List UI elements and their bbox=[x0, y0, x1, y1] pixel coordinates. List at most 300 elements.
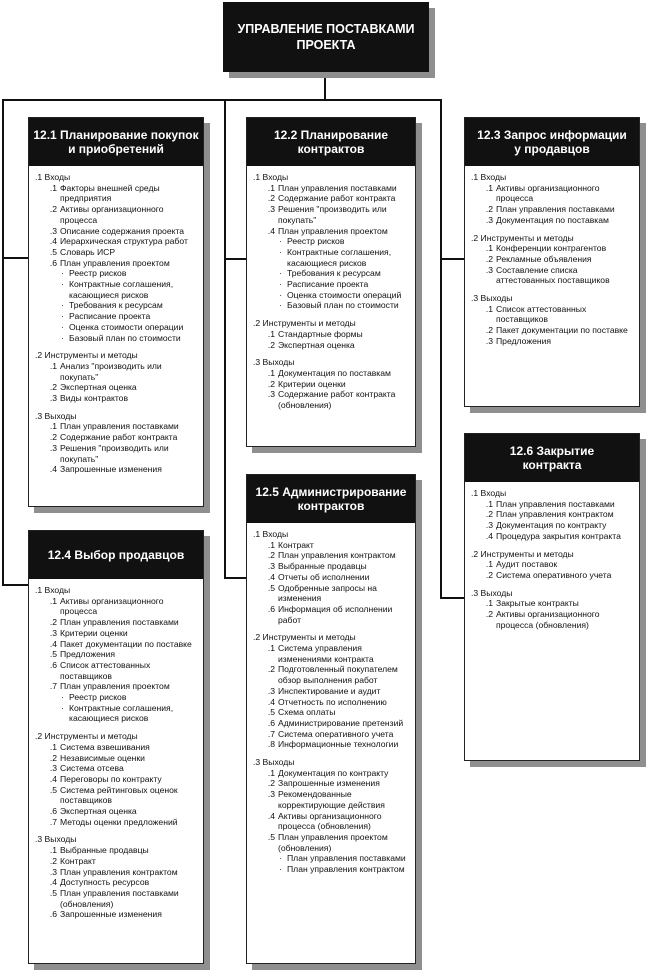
item-number: .2 bbox=[49, 855, 57, 866]
list-item bbox=[253, 707, 409, 718]
item-text: Документация по поставкам bbox=[496, 214, 609, 225]
process-section bbox=[35, 172, 197, 343]
list-item bbox=[471, 499, 633, 510]
item-text: Одобренные запросы на изменения bbox=[278, 582, 377, 604]
item-text: Составление списка аттестованных поставщиков bbox=[496, 264, 610, 286]
process-box-125 bbox=[246, 474, 416, 964]
list-item bbox=[253, 643, 409, 664]
item-text: План управления поставками bbox=[278, 182, 397, 193]
list-item bbox=[35, 236, 197, 247]
item-number: .3 bbox=[267, 685, 275, 696]
process-box-124 bbox=[28, 530, 204, 964]
sub-list-item bbox=[253, 864, 409, 875]
list-item bbox=[35, 845, 197, 856]
bullet-icon: · bbox=[279, 289, 282, 300]
list-item bbox=[253, 686, 409, 697]
item-number: .2 bbox=[49, 617, 57, 628]
process-section bbox=[35, 834, 197, 920]
item-text: Описание содержания проекта bbox=[60, 225, 185, 236]
item-number: .2 bbox=[49, 752, 57, 763]
process-section bbox=[471, 233, 633, 287]
sub-list-item bbox=[253, 247, 409, 268]
item-number: .3 bbox=[49, 225, 57, 236]
sub-item-text: Контрактные соглашения, касающиеся рисков bbox=[287, 246, 392, 268]
item-text: Содержание работ контракта bbox=[278, 193, 396, 204]
item-text: Выбранные продавцы bbox=[278, 561, 367, 572]
sub-list-item bbox=[35, 703, 197, 724]
list-item bbox=[253, 832, 409, 853]
list-item bbox=[35, 867, 197, 878]
item-number: .1 bbox=[49, 741, 57, 752]
list-item bbox=[35, 628, 197, 639]
connector-right-to-123 bbox=[440, 258, 464, 260]
sub-list-item bbox=[35, 300, 197, 311]
section-label: .2 Инструменты и методы bbox=[35, 731, 138, 742]
bullet-icon: · bbox=[61, 311, 64, 322]
item-number: .3 bbox=[49, 393, 57, 404]
item-text: Информационные технологии bbox=[278, 739, 399, 750]
item-text: Экспертная оценка bbox=[60, 382, 137, 393]
item-text: Виды контрактов bbox=[60, 393, 129, 404]
item-number: .1 bbox=[485, 303, 493, 314]
list-item bbox=[253, 768, 409, 779]
item-text: Стандартные формы bbox=[278, 328, 363, 339]
list-item bbox=[471, 325, 633, 336]
list-item bbox=[253, 204, 409, 225]
item-number: .2 bbox=[267, 193, 275, 204]
item-text: План управления поставками (обновления) bbox=[60, 887, 179, 909]
item-number: .6 bbox=[49, 659, 57, 670]
process-box-126 bbox=[464, 433, 640, 761]
item-text: Доступность ресурсов bbox=[60, 877, 150, 888]
list-item bbox=[35, 856, 197, 867]
sub-item-text: Расписание проекта bbox=[69, 311, 151, 322]
sub-list-item bbox=[253, 236, 409, 247]
item-text: Экспертная оценка bbox=[60, 806, 137, 817]
item-text: Закрытые контракты bbox=[496, 598, 579, 609]
item-number: .4 bbox=[485, 530, 493, 541]
list-item bbox=[253, 572, 409, 583]
section-label: .2 Инструменты и методы bbox=[253, 318, 356, 329]
item-number: .3 bbox=[485, 335, 493, 346]
item-text: Критерии оценки bbox=[60, 627, 128, 638]
list-item bbox=[471, 304, 633, 325]
sub-item-text: Базовый план по стоимости bbox=[69, 332, 181, 343]
item-number: .1 bbox=[485, 243, 493, 254]
item-number: .2 bbox=[485, 204, 493, 215]
list-item bbox=[35, 649, 197, 660]
list-item bbox=[35, 742, 197, 753]
list-item bbox=[35, 393, 197, 404]
list-item bbox=[471, 183, 633, 204]
list-item bbox=[35, 432, 197, 443]
item-number: .7 bbox=[267, 728, 275, 739]
item-text: Рекламные объявления bbox=[496, 253, 592, 264]
item-text: План управления поставками bbox=[60, 421, 179, 432]
list-item bbox=[471, 609, 633, 630]
item-number: .3 bbox=[49, 866, 57, 877]
item-number: .4 bbox=[49, 236, 57, 247]
list-item bbox=[471, 215, 633, 226]
process-section bbox=[253, 757, 409, 875]
item-text: Словарь ИСР bbox=[60, 246, 116, 257]
list-item bbox=[35, 617, 197, 628]
list-item bbox=[253, 379, 409, 390]
list-item bbox=[471, 598, 633, 609]
item-text: План управления проектом (обновления) bbox=[278, 831, 388, 853]
item-number: .3 bbox=[267, 389, 275, 400]
item-number: .2 bbox=[485, 509, 493, 520]
item-text: Система оперативного учета bbox=[278, 728, 394, 739]
bullet-icon: · bbox=[279, 853, 282, 864]
item-number: .2 bbox=[49, 204, 57, 215]
item-text: Список аттестованных поставщиков bbox=[60, 659, 151, 681]
item-number: .1 bbox=[49, 360, 57, 371]
list-item bbox=[35, 382, 197, 393]
item-text: Решения "производить или покупать" bbox=[278, 204, 387, 225]
sub-item-text: План управления контрактом bbox=[287, 864, 405, 875]
item-text: План управления поставками bbox=[60, 617, 179, 628]
sub-list-item bbox=[35, 279, 197, 300]
item-text: Критерии оценки bbox=[278, 378, 346, 389]
item-number: .2 bbox=[267, 550, 275, 561]
connector-right-to-126 bbox=[440, 597, 464, 599]
process-section bbox=[35, 411, 197, 475]
process-body bbox=[465, 482, 639, 641]
list-item bbox=[35, 361, 197, 382]
item-text: Аудит поставок bbox=[496, 559, 558, 570]
item-number: .3 bbox=[267, 204, 275, 215]
list-item bbox=[253, 604, 409, 625]
list-item bbox=[471, 254, 633, 265]
sub-list-item bbox=[253, 300, 409, 311]
item-text: Система управления изменениями контракта bbox=[278, 643, 374, 664]
item-text: План управления контрактом bbox=[60, 866, 178, 877]
sub-item-text: Расписание проекта bbox=[287, 279, 369, 290]
item-number: .4 bbox=[267, 225, 275, 236]
item-number: .4 bbox=[49, 773, 57, 784]
list-item bbox=[253, 183, 409, 194]
sub-list-item bbox=[253, 279, 409, 290]
bullet-icon: · bbox=[279, 268, 282, 279]
item-text: Система рейтинговых оценок поставщиков bbox=[60, 784, 178, 806]
list-item bbox=[35, 681, 197, 692]
process-section bbox=[471, 293, 633, 347]
item-text: Администрирование претензий bbox=[278, 717, 404, 728]
sub-list-item bbox=[35, 333, 197, 344]
item-number: .1 bbox=[267, 767, 275, 778]
sub-list-item bbox=[35, 268, 197, 279]
item-number: .1 bbox=[267, 367, 275, 378]
bullet-icon: · bbox=[279, 236, 282, 247]
item-number: .7 bbox=[49, 681, 57, 692]
item-number: .1 bbox=[267, 328, 275, 339]
item-number: .3 bbox=[485, 264, 493, 275]
list-item bbox=[471, 520, 633, 531]
item-number: .5 bbox=[49, 887, 57, 898]
section-label: .1 Входы bbox=[471, 172, 507, 182]
item-number: .2 bbox=[267, 339, 275, 350]
process-section bbox=[471, 549, 633, 581]
process-section bbox=[253, 357, 409, 411]
item-text: Переговоры по контракту bbox=[60, 773, 162, 784]
item-number: .1 bbox=[49, 421, 57, 432]
item-text: План управления проектом bbox=[60, 681, 170, 692]
item-text: Активы организационного процесса bbox=[60, 204, 164, 225]
list-item bbox=[35, 888, 197, 909]
item-text: План управления поставками bbox=[496, 204, 615, 215]
bullet-icon: · bbox=[61, 332, 64, 343]
item-text: Решения "производить или покупать" bbox=[60, 442, 169, 464]
connector-right-vertical bbox=[440, 99, 442, 598]
bullet-icon: · bbox=[61, 279, 64, 290]
list-item bbox=[35, 660, 197, 681]
item-number: .1 bbox=[49, 182, 57, 193]
item-text: Система взвешивания bbox=[60, 741, 150, 752]
sub-list-item bbox=[35, 322, 197, 333]
item-number: .4 bbox=[267, 696, 275, 707]
item-number: .3 bbox=[267, 789, 275, 800]
item-number: .1 bbox=[267, 539, 275, 550]
list-item bbox=[253, 389, 409, 410]
list-item bbox=[471, 509, 633, 520]
item-number: .1 bbox=[485, 182, 493, 193]
bullet-icon: · bbox=[61, 300, 64, 311]
section-label: .3 Выходы bbox=[253, 357, 295, 368]
item-number: .2 bbox=[267, 378, 275, 389]
item-number: .1 bbox=[49, 595, 57, 606]
connector-middle-vertical bbox=[224, 99, 226, 578]
item-text: Предложения bbox=[60, 649, 116, 660]
list-item bbox=[35, 774, 197, 785]
list-item bbox=[471, 559, 633, 570]
item-text: Пакет документации по поставке bbox=[60, 638, 192, 649]
sub-item-text: Контрактные соглашения, касающиеся рисков bbox=[69, 279, 174, 300]
bullet-icon: · bbox=[279, 246, 282, 257]
connector-left-to-121 bbox=[2, 257, 28, 259]
process-body bbox=[247, 166, 415, 422]
connector-left-to-124 bbox=[2, 584, 28, 586]
item-text: Экспертная оценка bbox=[278, 339, 355, 350]
sub-item-text: Оценка стоимости операции bbox=[69, 321, 184, 332]
process-box-121 bbox=[28, 117, 204, 507]
process-title: 12.5 Администрирование контрактов bbox=[247, 475, 415, 523]
process-title: 12.6 Закрытие контракта bbox=[465, 434, 639, 482]
connector-title-down bbox=[324, 71, 326, 100]
item-text: Система оперативного учета bbox=[496, 569, 612, 580]
item-text: Документация по поставкам bbox=[278, 367, 391, 378]
item-text: План управления контрактом bbox=[278, 550, 396, 561]
item-text: Контракт bbox=[278, 539, 314, 550]
item-number: .1 bbox=[485, 498, 493, 509]
item-text: План управления контрактом bbox=[496, 509, 614, 520]
item-text: План управления поставками bbox=[496, 498, 615, 509]
item-text: Факторы внешней среды предприятия bbox=[60, 182, 160, 204]
list-item bbox=[253, 540, 409, 551]
item-number: .3 bbox=[49, 627, 57, 638]
item-number: .7 bbox=[49, 816, 57, 827]
item-number: .1 bbox=[267, 182, 275, 193]
process-body bbox=[29, 579, 203, 931]
process-title: 12.4 Выбор продавцов bbox=[29, 531, 203, 579]
item-number: .3 bbox=[485, 520, 493, 531]
main-title-box bbox=[223, 2, 429, 72]
process-section bbox=[35, 731, 197, 827]
item-text: Отчеты об исполнении bbox=[278, 571, 370, 582]
list-item bbox=[35, 806, 197, 817]
section-label: .3 Выходы bbox=[35, 834, 77, 845]
item-number: .6 bbox=[267, 717, 275, 728]
item-number: .4 bbox=[267, 571, 275, 582]
section-label: .3 Выходы bbox=[471, 587, 513, 598]
item-number: .5 bbox=[267, 582, 275, 593]
list-item bbox=[253, 329, 409, 340]
section-label: .1 Входы bbox=[253, 172, 289, 182]
connector-horizontal-main bbox=[2, 99, 442, 101]
item-text: Запрошенные изменения bbox=[278, 778, 380, 789]
list-item bbox=[253, 739, 409, 750]
process-body bbox=[465, 166, 639, 358]
item-number: .5 bbox=[49, 784, 57, 795]
connector-mid-to-125 bbox=[224, 577, 246, 579]
sub-item-text: Требования к ресурсам bbox=[69, 300, 163, 311]
item-text: Независимые оценки bbox=[60, 752, 145, 763]
list-item bbox=[253, 583, 409, 604]
bullet-icon: · bbox=[279, 300, 282, 311]
item-number: .1 bbox=[485, 559, 493, 570]
list-item bbox=[35, 639, 197, 650]
item-number: .2 bbox=[49, 382, 57, 393]
item-text: Методы оценки предложений bbox=[60, 816, 178, 827]
section-label: .3 Выходы bbox=[35, 410, 77, 421]
process-body bbox=[247, 523, 415, 886]
list-item bbox=[35, 258, 197, 269]
list-item bbox=[35, 247, 197, 258]
item-number: .2 bbox=[49, 432, 57, 443]
process-box-122 bbox=[246, 117, 416, 447]
item-number: .5 bbox=[267, 831, 275, 842]
item-text: Иерархическая структура работ bbox=[60, 236, 188, 247]
item-number: .6 bbox=[49, 806, 57, 817]
sub-list-item bbox=[253, 853, 409, 864]
sub-item-text: Базовый план по стоимости bbox=[287, 300, 399, 311]
list-item bbox=[253, 561, 409, 572]
sub-list-item bbox=[35, 692, 197, 703]
section-label: .2 Инструменты и методы bbox=[253, 632, 356, 643]
item-text: Пакет документации по поставке bbox=[496, 325, 628, 336]
item-number: .5 bbox=[49, 246, 57, 257]
list-item bbox=[471, 570, 633, 581]
item-number: .1 bbox=[485, 598, 493, 609]
item-text: Конференции контрагентов bbox=[496, 243, 607, 254]
item-text: Запрошенные изменения bbox=[60, 464, 162, 475]
item-text: Выбранные продавцы bbox=[60, 845, 149, 856]
item-number: .3 bbox=[485, 214, 493, 225]
sub-item-text: Реестр рисков bbox=[69, 268, 127, 279]
list-item bbox=[253, 718, 409, 729]
item-text: Подготовленный покупателем обзор выполнения работ bbox=[278, 664, 398, 686]
item-text: План управления проектом bbox=[60, 257, 170, 268]
item-number: .5 bbox=[267, 707, 275, 718]
list-item bbox=[253, 729, 409, 740]
process-section bbox=[471, 588, 633, 631]
item-text: План управления проектом bbox=[278, 225, 388, 236]
item-number: .5 bbox=[49, 649, 57, 660]
list-item bbox=[253, 789, 409, 810]
connector-left-vertical bbox=[2, 99, 4, 585]
process-section bbox=[471, 488, 633, 542]
list-item bbox=[35, 753, 197, 764]
item-number: .2 bbox=[485, 325, 493, 336]
list-item bbox=[35, 464, 197, 475]
item-text: Инспектирование и аудит bbox=[278, 685, 381, 696]
sub-item-text: Контрактные соглашения, касающиеся рисков bbox=[69, 702, 174, 724]
section-label: .2 Инструменты и методы bbox=[471, 548, 574, 559]
sub-list-item bbox=[35, 311, 197, 322]
list-item bbox=[471, 531, 633, 542]
item-number: .4 bbox=[267, 810, 275, 821]
item-text: Анализ "производить или покупать" bbox=[60, 360, 162, 382]
list-item bbox=[253, 226, 409, 237]
list-item bbox=[253, 368, 409, 379]
item-number: .3 bbox=[49, 442, 57, 453]
list-item bbox=[253, 697, 409, 708]
list-item bbox=[471, 336, 633, 347]
item-number: .6 bbox=[49, 909, 57, 920]
bullet-icon: · bbox=[61, 702, 64, 713]
item-number: .1 bbox=[267, 643, 275, 654]
section-label: .1 Входы bbox=[253, 529, 289, 539]
section-label: .2 Инструменты и методы bbox=[471, 232, 574, 243]
sub-item-text: Оценка стоимости операций bbox=[287, 289, 402, 300]
item-text: Активы организационного процесса bbox=[60, 595, 164, 617]
item-number: .4 bbox=[49, 638, 57, 649]
item-number: .6 bbox=[49, 257, 57, 268]
item-number: .2 bbox=[267, 778, 275, 789]
bullet-icon: · bbox=[61, 321, 64, 332]
item-text: Документация по контракту bbox=[496, 520, 607, 531]
item-text: Содержание работ контракта bbox=[60, 432, 178, 443]
item-text: Активы организационного процесса (обновления) bbox=[496, 609, 600, 630]
item-number: .1 bbox=[49, 845, 57, 856]
item-text: Схема оплаты bbox=[278, 707, 336, 718]
process-title: 12.1 Планирование покупок и приобретений bbox=[29, 118, 203, 166]
list-item bbox=[35, 817, 197, 828]
item-number: .4 bbox=[49, 464, 57, 475]
process-box-123 bbox=[464, 117, 640, 407]
item-number: .2 bbox=[485, 253, 493, 264]
list-item bbox=[35, 204, 197, 225]
sub-list-item bbox=[253, 290, 409, 301]
item-text: Активы организационного процесса (обновления) bbox=[278, 810, 382, 832]
list-item bbox=[471, 243, 633, 254]
item-text: Информация об исполнении работ bbox=[278, 603, 393, 625]
process-section bbox=[253, 529, 409, 625]
section-label: .2 Инструменты и методы bbox=[35, 350, 138, 361]
item-text: Предложения bbox=[496, 335, 552, 346]
item-number: .3 bbox=[49, 763, 57, 774]
sub-item-text: Требования к ресурсам bbox=[287, 268, 381, 279]
sub-list-item bbox=[253, 268, 409, 279]
item-number: .3 bbox=[267, 561, 275, 572]
item-text: Система отсева bbox=[60, 763, 124, 774]
list-item bbox=[35, 226, 197, 237]
list-item bbox=[35, 909, 197, 920]
item-text: Отчетность по исполнению bbox=[278, 696, 387, 707]
process-section bbox=[471, 172, 633, 226]
item-number: .8 bbox=[267, 739, 275, 750]
bullet-icon: · bbox=[279, 864, 282, 875]
